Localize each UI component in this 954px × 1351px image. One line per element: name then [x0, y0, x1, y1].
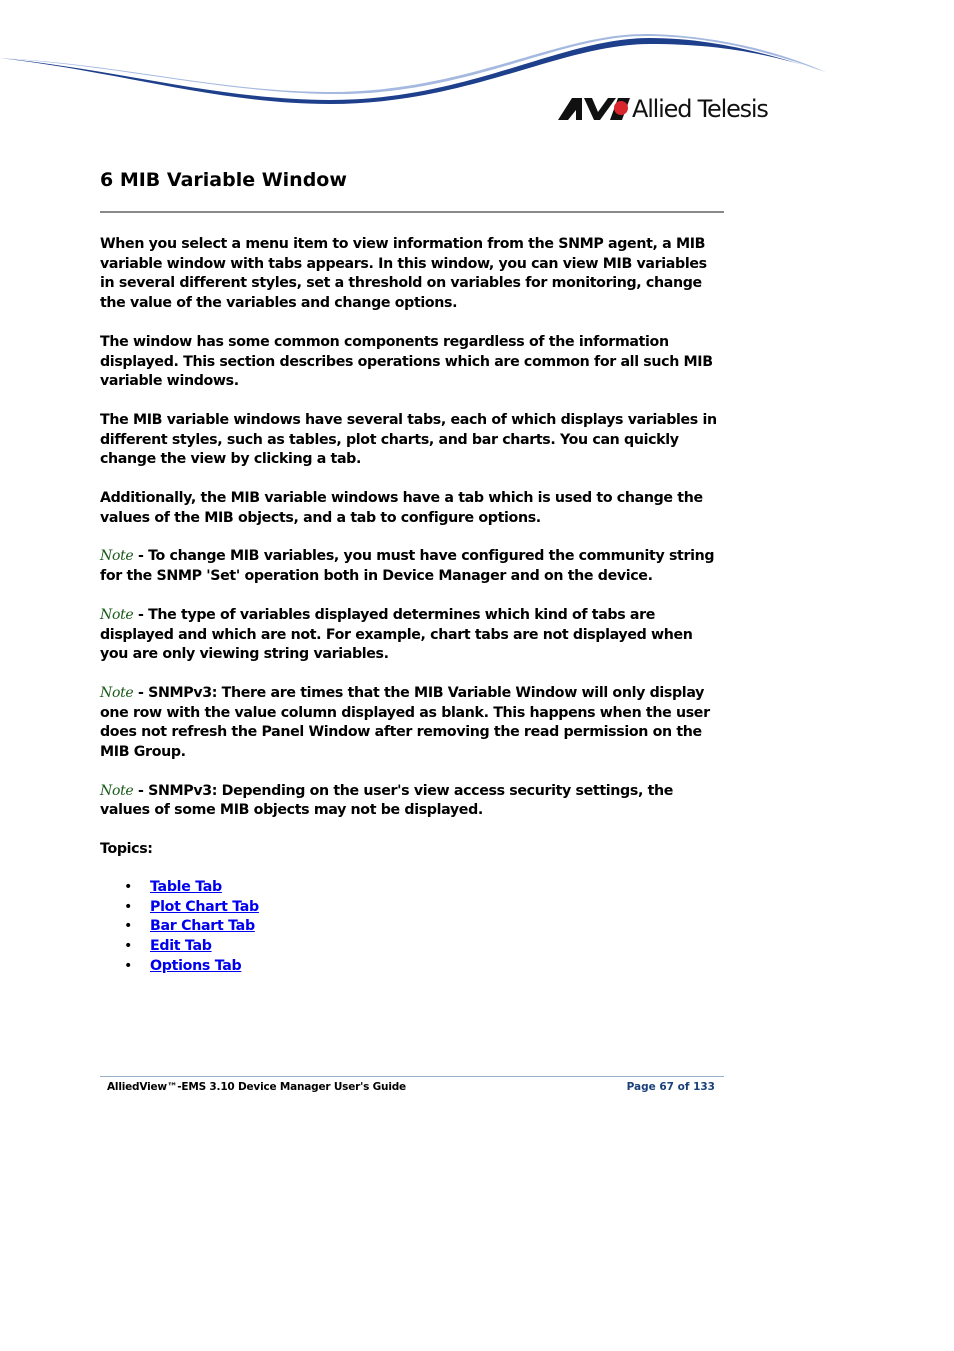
main-content [100, 166, 724, 977]
list-item [100, 898, 724, 918]
note-text: - The type of variables displayed determines which kind of tabs are displayed and which are not. For example, chart tabs are not displayed when you are only viewing string variables. [100, 606, 693, 663]
note-community-string [100, 547, 724, 586]
note-text: - SNMPv3: Depending on the user's view access security settings, the values of some MIB objects may not be displayed. [100, 782, 674, 819]
note-label: Note [100, 684, 134, 701]
section-title: 6 MIB Variable Window [100, 169, 347, 191]
note-label: Note [100, 782, 134, 799]
link-bar-chart-tab[interactable]: Bar Chart Tab [150, 918, 255, 935]
link-options-tab[interactable]: Options Tab [150, 958, 242, 975]
topics-heading: Topics: [100, 841, 153, 858]
note-label: Note [100, 606, 134, 623]
bullet: • [124, 938, 133, 955]
note-variable-types [100, 606, 724, 665]
topics-list [100, 878, 724, 977]
note-label: Note [100, 548, 134, 565]
logo-text: Allied Telesis [632, 95, 768, 123]
paragraph-additional: Additionally, the MIB variable windows have a tab which is used to change the values of the MIB objects, and a tab to configure options. [100, 490, 703, 526]
link-edit-tab[interactable]: Edit Tab [150, 938, 212, 955]
list-item [100, 957, 724, 977]
bullet: • [124, 878, 133, 895]
paragraph-common-components: The window has some common components regardless of the information displayed. This section describes operations which are common for all such MIB variable windows. [100, 333, 713, 390]
list-item [100, 878, 724, 898]
link-plot-chart-tab[interactable]: Plot Chart Tab [150, 898, 259, 915]
note-text: - To change MIB variables, you must have configured the community string for the SNMP 'Set' operation both in Device Manager and on the device. [100, 548, 715, 585]
note-snmpv3-blank-row [100, 684, 724, 763]
bullet: • [124, 958, 133, 975]
note-snmpv3-view-access [100, 782, 724, 821]
note-text: - SNMPv3: There are times that the MIB Variable Window will only display one row with the value column displayed as blank. This happens when the user does not refresh the Panel Window after removing the read permission on the MIB Group. [100, 684, 710, 761]
link-table-tab[interactable]: Table Tab [150, 878, 222, 895]
footer-divider [100, 1076, 724, 1077]
paragraph-intro: When you select a menu item to view information from the SNMP agent, a MIB variable window with tabs appears. In this window, you can view MIB variables in several different styles, set a threshold on variables for monitoring, change the value of the variables and change options. [100, 236, 707, 312]
footer-guide-title: AlliedView™-EMS 3.10 Device Manager User's Guide [107, 1081, 406, 1093]
list-item [100, 917, 724, 937]
header-swoosh-graphic [0, 0, 954, 130]
bullet: • [124, 918, 133, 935]
paragraph-tabs: The MIB variable windows have several tabs, each of which displays variables in different styles, such as tables, plot charts, and bar charts. You can quickly change the view by clicking a tab. [100, 411, 717, 468]
footer-page-number: Page 67 of 133 [626, 1081, 715, 1093]
bullet: • [124, 898, 133, 915]
list-item [100, 937, 724, 957]
